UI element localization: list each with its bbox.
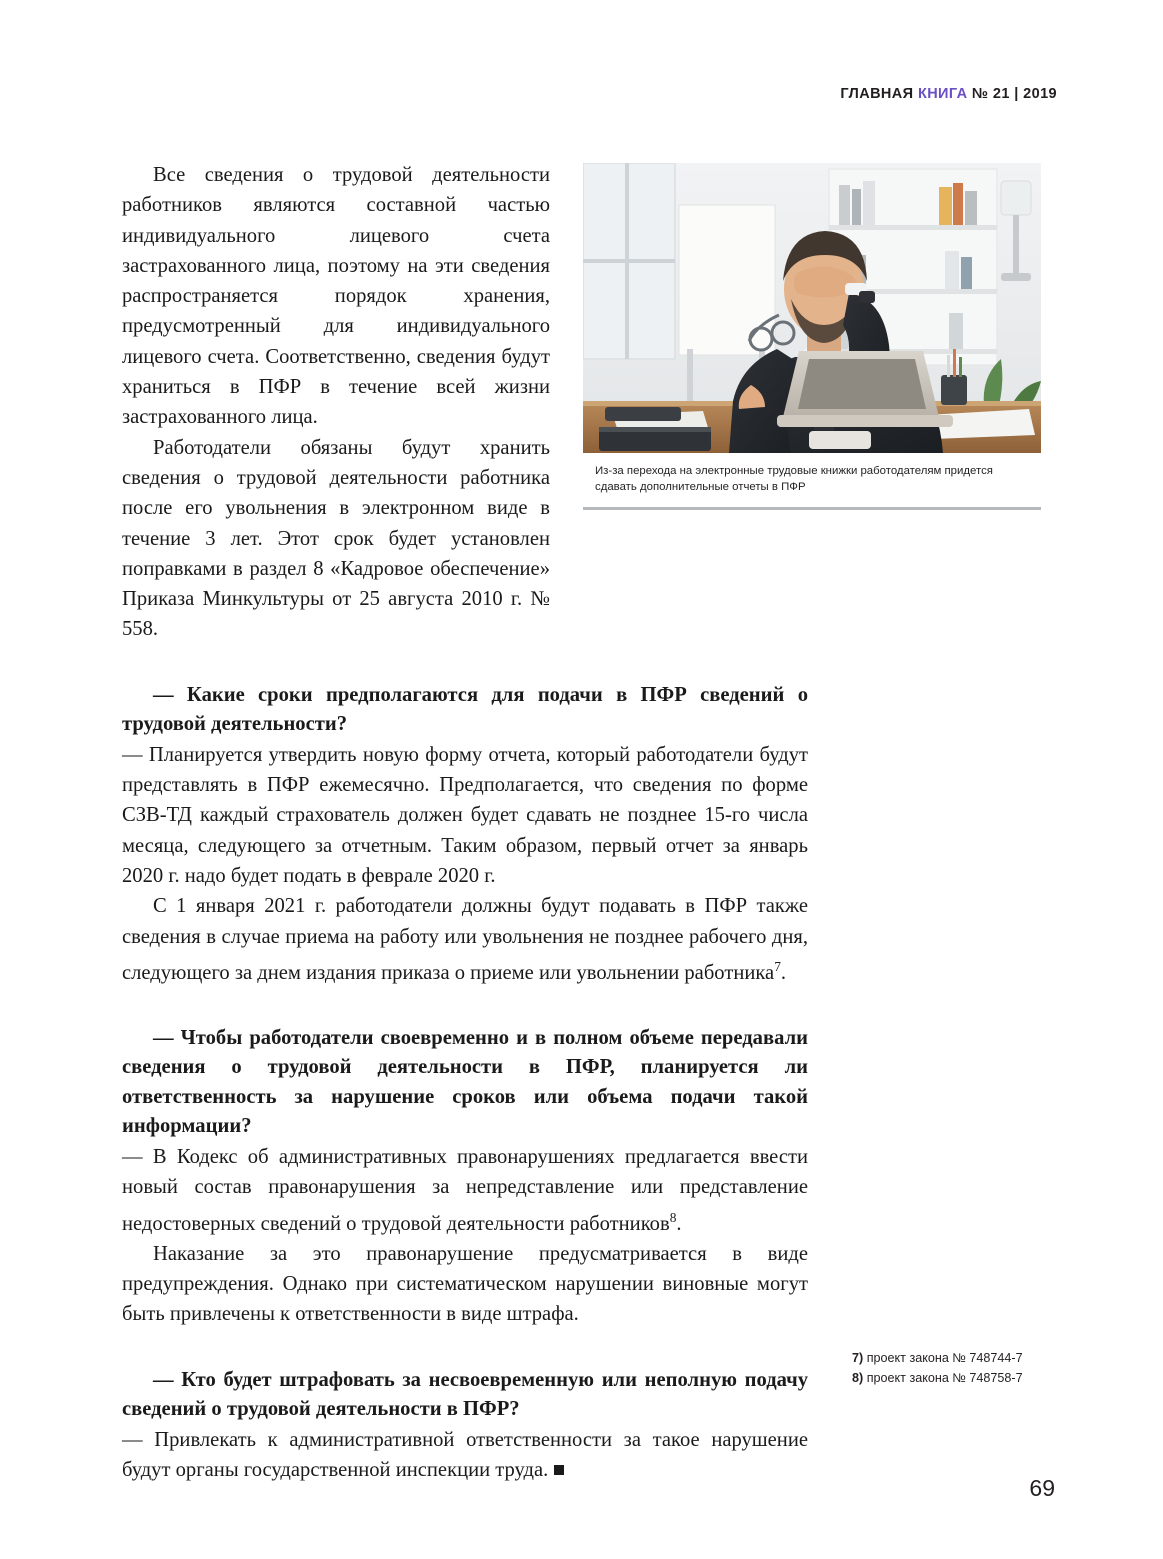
footnotes [852, 1349, 1102, 1388]
answer-3-text: — Привлекать к административной ответственности за такое нарушение будут органы государственной инспекции труда. [122, 1428, 808, 1481]
header-book-word: КНИГА [917, 86, 968, 102]
footnote-7-text: проект закона № 748744-7 [866, 1351, 1023, 1365]
answer-1-period: . [780, 961, 787, 984]
footnote-ref-8: 8 [669, 1209, 677, 1225]
header-issue: № 21 | 2019 [971, 86, 1057, 102]
question-1: — Какие сроки предполагаются для подачи в ПФР сведений о трудовой деятельности? [122, 683, 808, 736]
end-mark-icon [554, 1465, 564, 1475]
footnote-7-marker: 7) [852, 1351, 864, 1365]
answer-2-note [122, 1142, 808, 1239]
header-main-word: ГЛАВНАЯ [840, 86, 914, 102]
paragraph-1: Все сведения о трудовой деятельности работников являются составной частью индивидуального лицевого счета застрахованного лица, поэтому на эти сведения распространяется порядок хранения, предусмотренный для индивидуального лицевого счета. Соответственно, сведения будут храниться в ПФР в течение всей жизни застрахованного лица. [122, 164, 550, 429]
article-body [122, 160, 808, 1485]
page-number: 69 [1029, 1475, 1055, 1501]
question-3: — Кто будет штрафовать за несвоевременную или неполную подачу сведений о трудовой деятельности в ПФР? [122, 1368, 808, 1421]
page-header [840, 86, 1057, 102]
footnote-7 [852, 1349, 1102, 1369]
paragraph-2: Работодатели обязаны будут хранить сведения о трудовой деятельности работника после его увольнения в электронном виде в течение 3 лет. Этот срок будет установлен поправками в раздел 8 «Кадровое обеспечение» Приказа Минкультуры от 25 августа 2010 г. № 558. [122, 436, 550, 641]
footnote-8 [852, 1369, 1102, 1389]
answer-1-note [122, 891, 808, 988]
footnote-8-marker: 8) [852, 1370, 864, 1385]
answer-2-period: . [676, 1212, 682, 1235]
answer-1-text: С 1 января 2021 г. работодатели должны будут подавать в ПФР также сведения в случае приема на работу или увольнения не позднее рабочего дня, следующего за днем издания приказа о приеме или увольнении работника [122, 895, 808, 984]
answer-3 [122, 1425, 808, 1486]
footnote-8-text: проект закона № 748758-7 [866, 1370, 1023, 1385]
answer-1: — Планируется утвердить новую форму отчета, который работодатели будут представлять в ПФР ежемесячно. Предполагается, что сведения по форме СЗВ-ТД каждый страхователь должен будет сдавать не позднее 15-го числа месяца, следующего за отчетным. Таким образом, первый отчет за январь 2020 г. надо будет подать в феврале 2020 г. [122, 743, 808, 887]
answer-2-second: Наказание за это правонарушение предусматривается в виде предупреждения. Однако при систематическом нарушении виновные могут быть привлечены к ответственности в виде штрафа. [122, 1242, 808, 1326]
answer-2-text: — В Кодекс об административных правонарушениях предлагается ввести новый состав правонарушения за непредставление или представление недостоверных сведений о трудовой деятельности работников [122, 1145, 808, 1235]
question-2: — Чтобы работодатели своевременно и в полном объеме передавали сведения о трудовой деятельности в ПФР, планируется ли ответственность за нарушение сроков или объема подачи такой информации? [122, 1026, 808, 1138]
footnote-ref-7: 7 [774, 958, 781, 974]
figure-caption: Из-за перехода на электронные трудовые книжки работодателям придется сдавать дополнительные отчеты в ПФР [583, 453, 1041, 510]
